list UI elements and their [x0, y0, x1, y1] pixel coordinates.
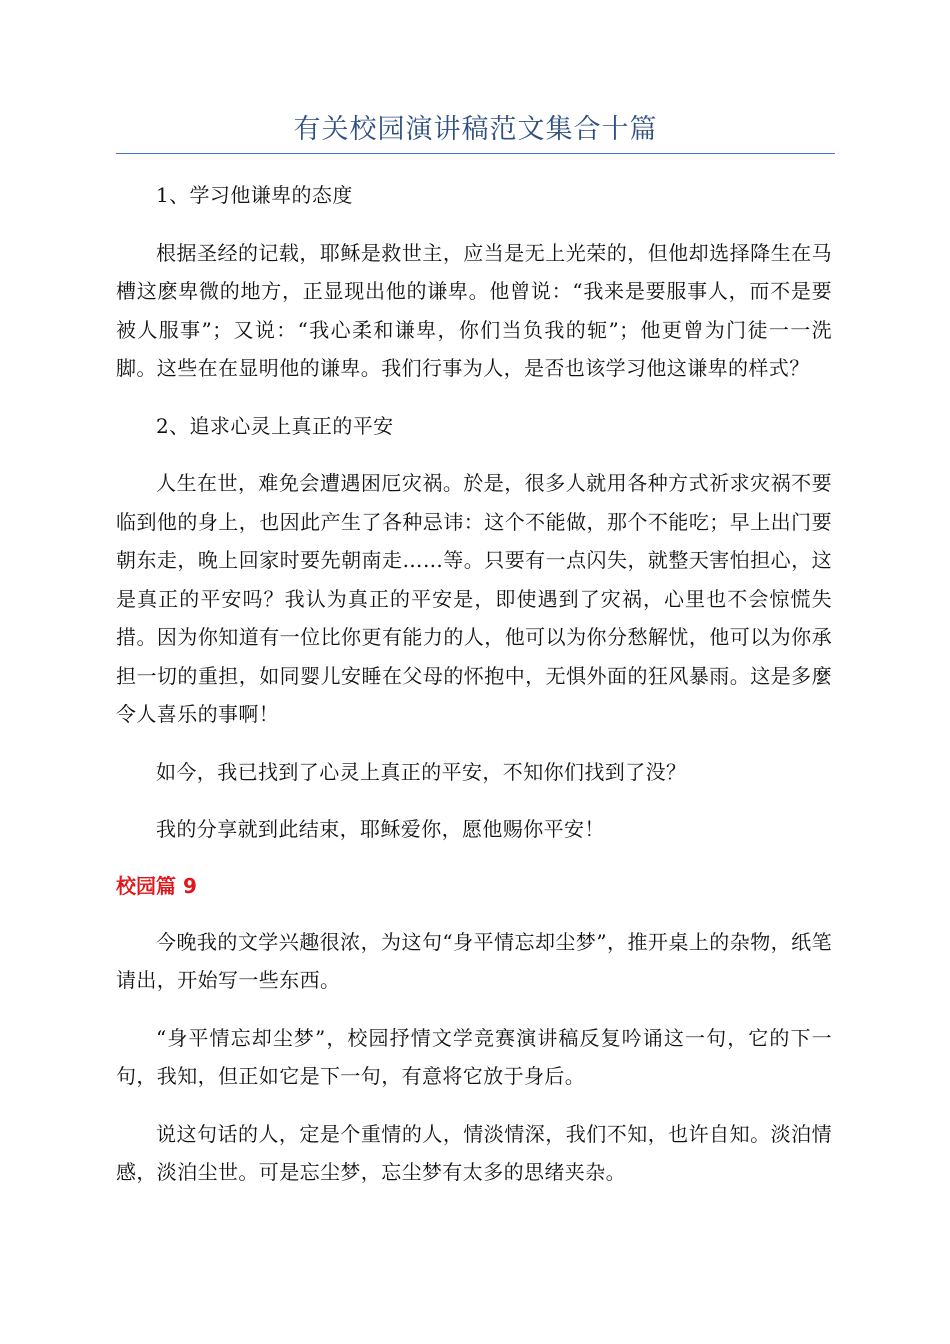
document-body [116, 176, 832, 1211]
paragraph: 我的分享就到此结束，耶稣爱你，愿他赐你平安！ [156, 817, 605, 841]
chapter-heading: 校园篇 9 [116, 873, 197, 898]
document-title: 有关校园演讲稿范文集合十篇 [293, 114, 658, 145]
paragraph: 人生在世，难免会遭遇困厄灾祸。於是，很多人就用各种方式祈求灾祸不要临到他的身上，也因此产生了各种忌讳：这个不能做，那个不能吃；早上出门要朝东走，晚上回家时要先朝南走……等。只要有一点闪失，就整天害怕担心，这是真正的平安吗？我认为真正的平安是，即使遇到了灾祸，心里也不会惊慌失措。因为你知道有一位比你更有能力的人，他可以为你分愁解忧，他可以为你承担一切的重担，如同婴儿安睡在父母的怀抱中，无惧外面的狂风暴雨。这是多麼令人喜乐的事啊！ [116, 471, 832, 726]
paragraph: 今晚我的文学兴趣很浓，为这句“身平情忘却尘梦”，推开桌上的杂物，纸笔请出，开始写一些东西。 [116, 929, 832, 992]
paragraph: 根据圣经的记载，耶稣是救世主，应当是无上光荣的，但他却选择降生在马槽这麽卑微的地方，正显现出他的谦卑。他曾说：“我来是要服事人，而不是要被人服事”；又说：“我心柔和谦卑，你们当负我的轭”；他更曾为门徒一一洗脚。这些在在显明他的谦卑。我们行事为人，是否也该学习他这谦卑的样式？ [116, 240, 832, 380]
section-heading-2: 2、追求心灵上真正的平安 [156, 413, 394, 438]
paragraph: “身平情忘却尘梦”，校园抒情文学竞赛演讲稿反复吟诵这一句，它的下一句，我知，但正如它是下一句，有意将它放于身后。 [116, 1025, 832, 1088]
paragraph: 说这句话的人，定是个重情的人，情淡情深，我们不知，也许自知。淡泊情感，淡泊尘世。可是忘尘梦，忘尘梦有太多的思绪夹杂。 [116, 1121, 832, 1184]
paragraph: 如今，我已找到了心灵上真正的平安，不知你们找到了没？ [156, 759, 687, 784]
section-heading-1: 1、学习他谦卑的态度 [156, 183, 353, 207]
title-underline [116, 153, 835, 154]
